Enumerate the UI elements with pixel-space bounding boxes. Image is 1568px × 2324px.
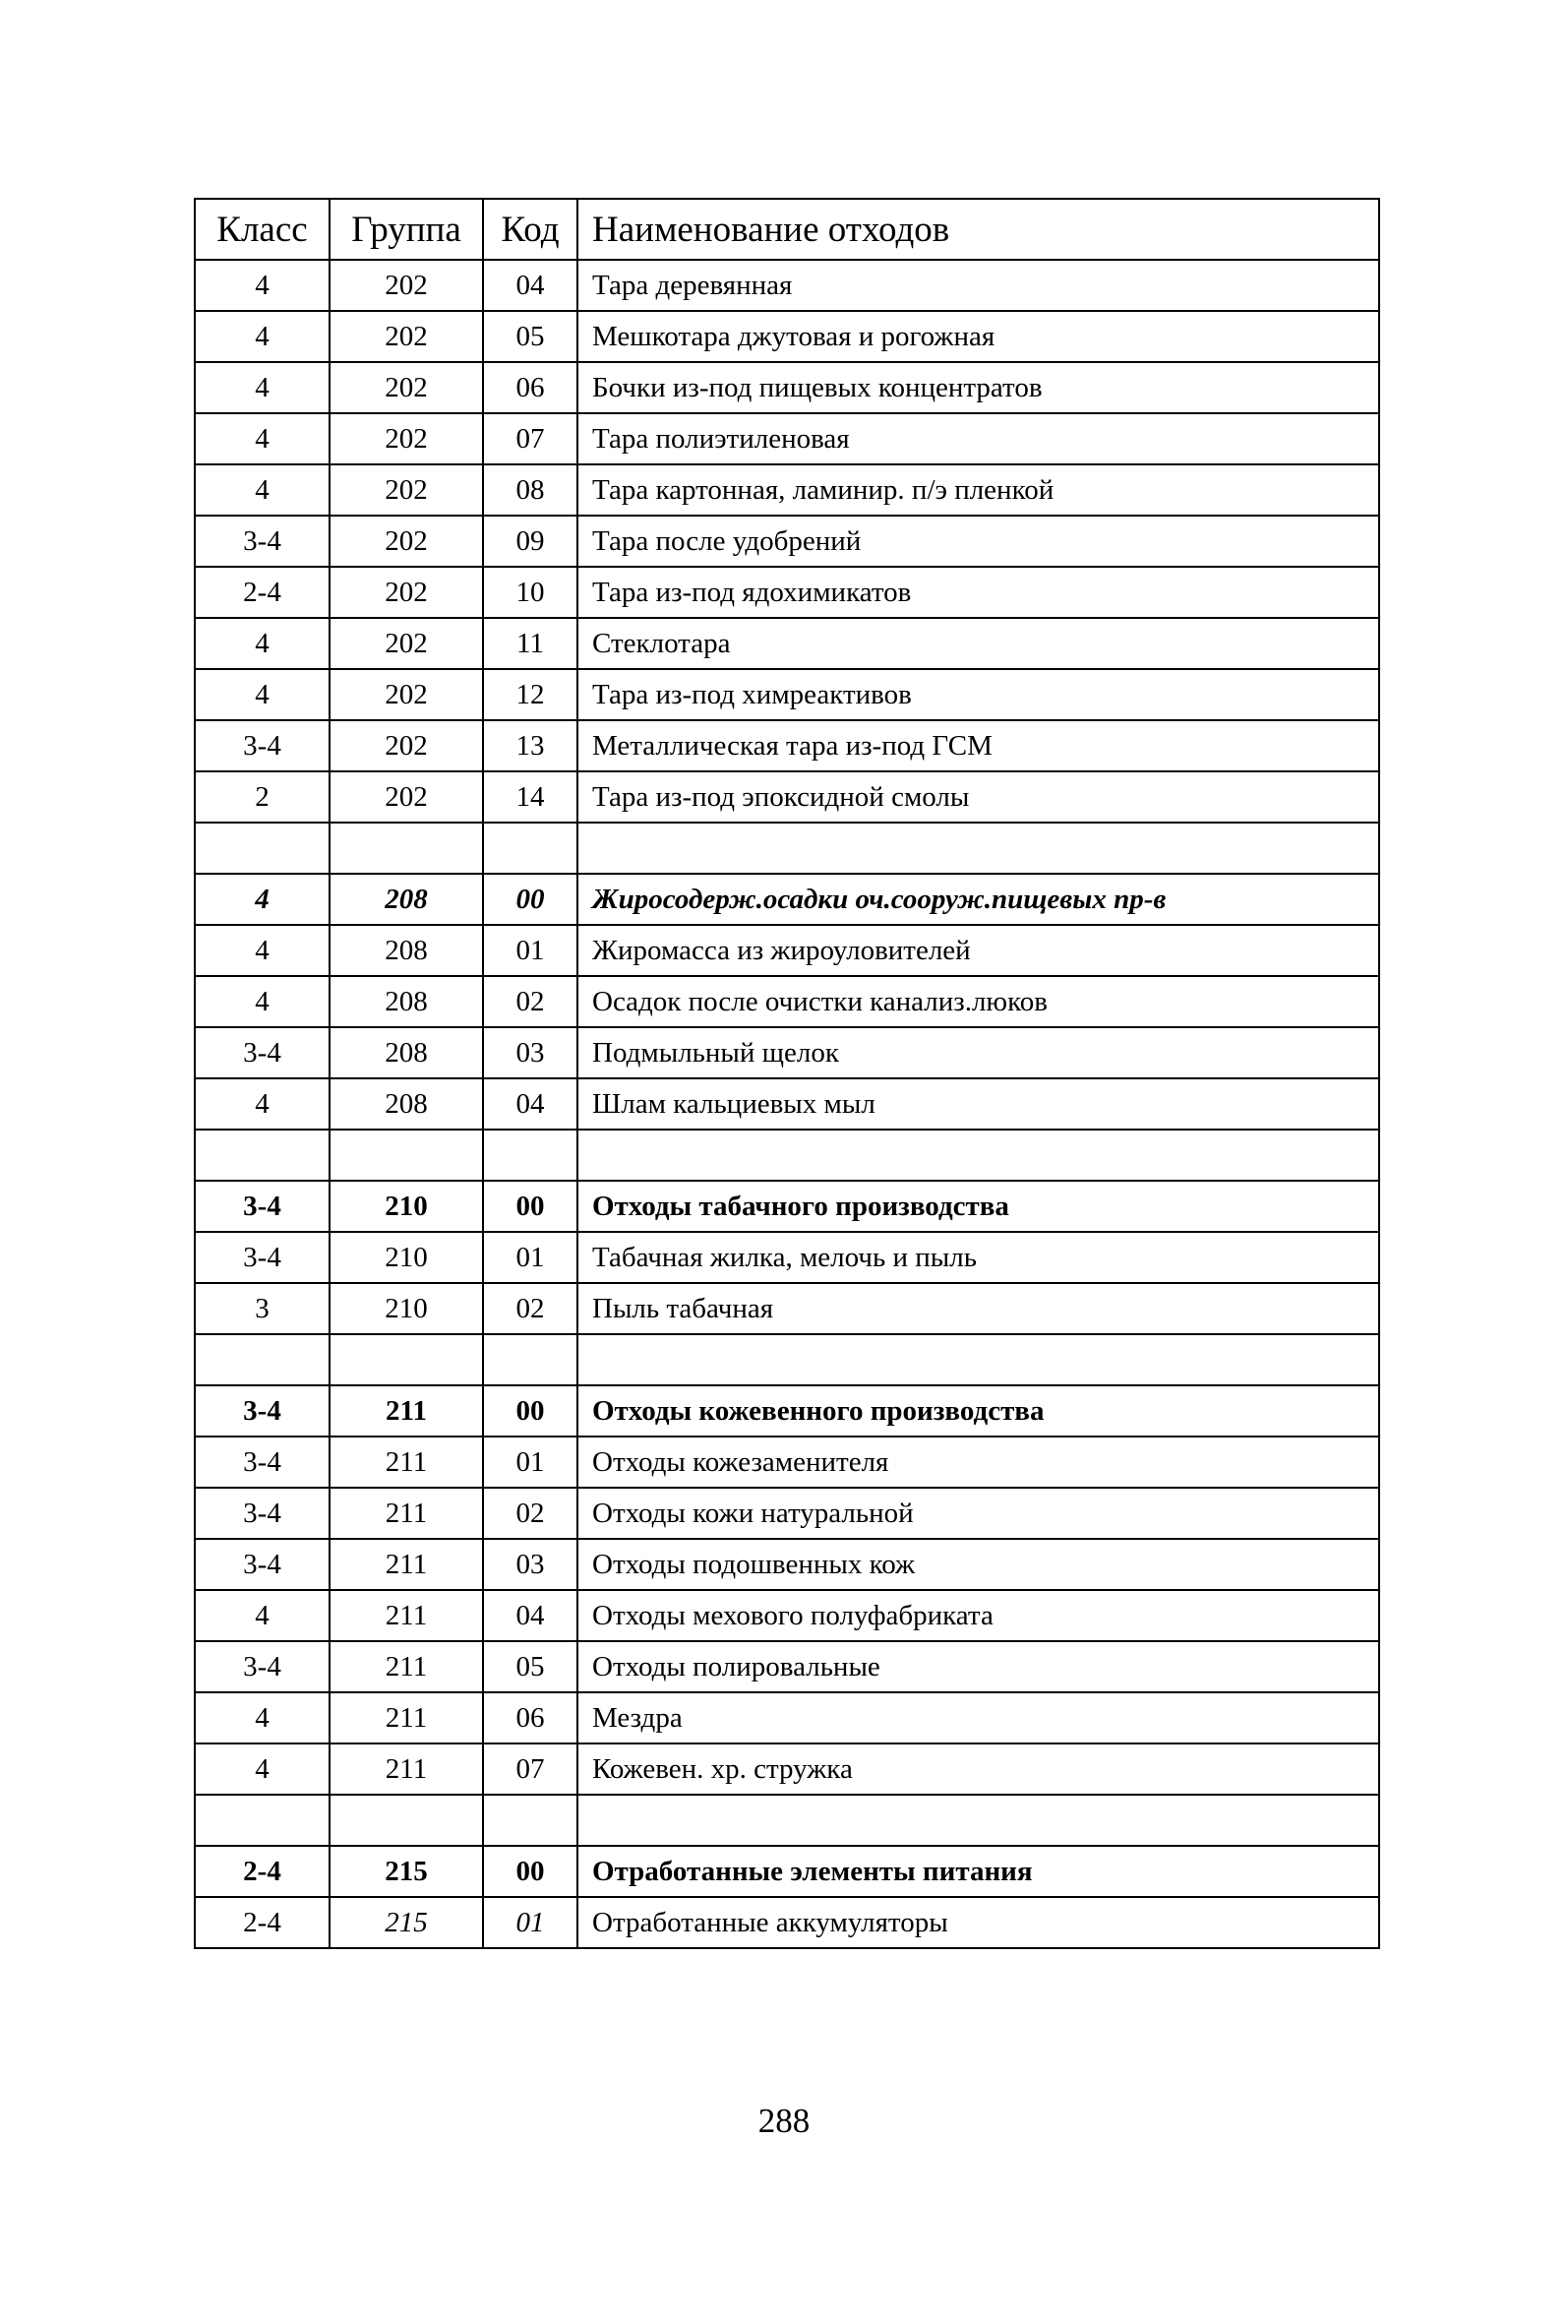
cell-name: Отходы мехового полуфабриката xyxy=(577,1590,1379,1641)
waste-classification-table xyxy=(194,198,1380,1949)
cell-code: 01 xyxy=(483,1232,577,1283)
cell-group xyxy=(330,1130,483,1181)
cell-name: Отработанные аккумуляторы xyxy=(577,1897,1379,1948)
cell-class: 3-4 xyxy=(195,516,330,567)
cell-name xyxy=(577,1130,1379,1181)
cell-name: Отходы полировальные xyxy=(577,1641,1379,1692)
cell-group: 211 xyxy=(330,1488,483,1539)
waste-classification-table-container xyxy=(194,198,1378,1949)
cell-class: 4 xyxy=(195,464,330,516)
cell-name: Тара после удобрений xyxy=(577,516,1379,567)
cell-class: 2-4 xyxy=(195,567,330,618)
cell-group xyxy=(330,1795,483,1846)
cell-name xyxy=(577,1795,1379,1846)
cell-name: Жиросодерж.осадки оч.сооруж.пищевых пр-в xyxy=(577,874,1379,925)
page-number: 288 xyxy=(757,2102,811,2140)
cell-code: 12 xyxy=(483,669,577,720)
cell-code: 06 xyxy=(483,1692,577,1743)
cell-code: 01 xyxy=(483,1437,577,1488)
cell-name: Осадок после очистки канализ.люков xyxy=(577,976,1379,1027)
cell-class: 4 xyxy=(195,413,330,464)
table-row xyxy=(195,1130,1379,1181)
cell-class: 3-4 xyxy=(195,720,330,771)
cell-class: 4 xyxy=(195,311,330,362)
cell-class: 3-4 xyxy=(195,1027,330,1078)
cell-name: Мешкотара джутовая и рогожная xyxy=(577,311,1379,362)
cell-name: Табачная жилка, мелочь и пыль xyxy=(577,1232,1379,1283)
table-header-row xyxy=(195,199,1379,260)
cell-group: 202 xyxy=(330,771,483,823)
cell-name: Отходы табачного производства xyxy=(577,1181,1379,1232)
cell-group: 202 xyxy=(330,464,483,516)
cell-group: 215 xyxy=(330,1846,483,1897)
cell-name: Отходы кожевенного производства xyxy=(577,1385,1379,1437)
header-group: Группа xyxy=(330,199,483,260)
cell-class: 4 xyxy=(195,1078,330,1130)
cell-group: 215 xyxy=(330,1897,483,1948)
cell-class: 2 xyxy=(195,771,330,823)
table-row xyxy=(195,516,1379,567)
cell-name: Тара картонная, ламинир. п/э пленкой xyxy=(577,464,1379,516)
cell-code: 03 xyxy=(483,1539,577,1590)
cell-group: 202 xyxy=(330,567,483,618)
cell-class: 3-4 xyxy=(195,1539,330,1590)
cell-group: 211 xyxy=(330,1437,483,1488)
cell-code xyxy=(483,1795,577,1846)
header-name: Наименование отходов xyxy=(577,199,1379,260)
cell-name: Отходы кожи натуральной xyxy=(577,1488,1379,1539)
cell-class: 4 xyxy=(195,1692,330,1743)
cell-group: 208 xyxy=(330,1027,483,1078)
cell-group: 211 xyxy=(330,1692,483,1743)
table-body xyxy=(195,260,1379,1948)
cell-group: 202 xyxy=(330,362,483,413)
cell-group: 210 xyxy=(330,1181,483,1232)
cell-code: 03 xyxy=(483,1027,577,1078)
table-row xyxy=(195,1181,1379,1232)
cell-code: 00 xyxy=(483,1846,577,1897)
table-row xyxy=(195,1641,1379,1692)
cell-group: 208 xyxy=(330,976,483,1027)
cell-code: 04 xyxy=(483,1078,577,1130)
table-row xyxy=(195,1232,1379,1283)
cell-code: 06 xyxy=(483,362,577,413)
cell-group: 208 xyxy=(330,925,483,976)
cell-group: 210 xyxy=(330,1283,483,1334)
cell-class xyxy=(195,823,330,874)
cell-name: Тара из-под ядохимикатов xyxy=(577,567,1379,618)
cell-group: 202 xyxy=(330,720,483,771)
table-row xyxy=(195,669,1379,720)
cell-class: 2-4 xyxy=(195,1897,330,1948)
cell-code: 05 xyxy=(483,1641,577,1692)
header-class: Класс xyxy=(195,199,330,260)
cell-name: Тара полиэтиленовая xyxy=(577,413,1379,464)
table-row xyxy=(195,413,1379,464)
table-row xyxy=(195,362,1379,413)
cell-name xyxy=(577,1334,1379,1385)
table-row xyxy=(195,260,1379,311)
cell-class: 2-4 xyxy=(195,1846,330,1897)
cell-group: 211 xyxy=(330,1743,483,1795)
cell-name: Мездра xyxy=(577,1692,1379,1743)
cell-code: 00 xyxy=(483,1181,577,1232)
table-row xyxy=(195,464,1379,516)
cell-group: 202 xyxy=(330,516,483,567)
cell-class: 3 xyxy=(195,1283,330,1334)
cell-code xyxy=(483,1130,577,1181)
cell-class: 4 xyxy=(195,1590,330,1641)
table-row xyxy=(195,567,1379,618)
cell-name: Отходы подошвенных кож xyxy=(577,1539,1379,1590)
cell-group xyxy=(330,1334,483,1385)
cell-group: 202 xyxy=(330,618,483,669)
cell-code: 00 xyxy=(483,874,577,925)
cell-name: Тара из-под эпоксидной смолы xyxy=(577,771,1379,823)
table-row xyxy=(195,1385,1379,1437)
table-row xyxy=(195,1078,1379,1130)
cell-code: 11 xyxy=(483,618,577,669)
table-row xyxy=(195,925,1379,976)
cell-name: Отходы кожезаменителя xyxy=(577,1437,1379,1488)
cell-code: 08 xyxy=(483,464,577,516)
cell-group: 211 xyxy=(330,1539,483,1590)
cell-code: 07 xyxy=(483,413,577,464)
table-row xyxy=(195,1743,1379,1795)
table-row xyxy=(195,1283,1379,1334)
cell-name: Пыль табачная xyxy=(577,1283,1379,1334)
cell-code: 13 xyxy=(483,720,577,771)
cell-name: Жиромасса из жироуловителей xyxy=(577,925,1379,976)
cell-class xyxy=(195,1130,330,1181)
cell-class: 3-4 xyxy=(195,1488,330,1539)
table-row xyxy=(195,1692,1379,1743)
table-row xyxy=(195,1027,1379,1078)
cell-name: Стеклотара xyxy=(577,618,1379,669)
cell-group: 208 xyxy=(330,874,483,925)
cell-name: Шлам кальциевых мыл xyxy=(577,1078,1379,1130)
cell-code: 04 xyxy=(483,260,577,311)
cell-class: 4 xyxy=(195,669,330,720)
table-row xyxy=(195,1846,1379,1897)
cell-group: 211 xyxy=(330,1590,483,1641)
header-code: Код xyxy=(483,199,577,260)
cell-code: 00 xyxy=(483,1385,577,1437)
cell-class: 3-4 xyxy=(195,1181,330,1232)
cell-class xyxy=(195,1795,330,1846)
cell-class xyxy=(195,1334,330,1385)
table-row xyxy=(195,976,1379,1027)
cell-group xyxy=(330,823,483,874)
cell-group: 211 xyxy=(330,1385,483,1437)
cell-name: Кожевен. хр. стружка xyxy=(577,1743,1379,1795)
cell-class: 4 xyxy=(195,874,330,925)
cell-code: 10 xyxy=(483,567,577,618)
cell-class: 4 xyxy=(195,976,330,1027)
table-row xyxy=(195,1795,1379,1846)
table-row xyxy=(195,874,1379,925)
cell-code: 05 xyxy=(483,311,577,362)
cell-name: Подмыльный щелок xyxy=(577,1027,1379,1078)
cell-name: Отработанные элементы питания xyxy=(577,1846,1379,1897)
cell-name: Бочки из-под пищевых концентратов xyxy=(577,362,1379,413)
cell-group: 208 xyxy=(330,1078,483,1130)
table-row xyxy=(195,1539,1379,1590)
cell-group: 211 xyxy=(330,1641,483,1692)
cell-class: 4 xyxy=(195,925,330,976)
table-row xyxy=(195,1488,1379,1539)
table-row xyxy=(195,720,1379,771)
cell-class: 3-4 xyxy=(195,1437,330,1488)
cell-code xyxy=(483,1334,577,1385)
cell-code: 01 xyxy=(483,1897,577,1948)
cell-class: 4 xyxy=(195,618,330,669)
cell-class: 4 xyxy=(195,1743,330,1795)
cell-group: 202 xyxy=(330,260,483,311)
cell-group: 202 xyxy=(330,669,483,720)
table-row xyxy=(195,771,1379,823)
table-row xyxy=(195,1590,1379,1641)
cell-code: 14 xyxy=(483,771,577,823)
cell-class: 3-4 xyxy=(195,1641,330,1692)
cell-group: 210 xyxy=(330,1232,483,1283)
table-row xyxy=(195,1897,1379,1948)
cell-class: 4 xyxy=(195,260,330,311)
cell-code: 09 xyxy=(483,516,577,567)
table-row xyxy=(195,1334,1379,1385)
cell-code: 02 xyxy=(483,1283,577,1334)
cell-code: 07 xyxy=(483,1743,577,1795)
cell-class: 3-4 xyxy=(195,1232,330,1283)
cell-code xyxy=(483,823,577,874)
cell-code: 02 xyxy=(483,976,577,1027)
cell-name xyxy=(577,823,1379,874)
table-row xyxy=(195,311,1379,362)
cell-code: 02 xyxy=(483,1488,577,1539)
cell-group: 202 xyxy=(330,311,483,362)
cell-name: Тара деревянная xyxy=(577,260,1379,311)
cell-class: 4 xyxy=(195,362,330,413)
table-row xyxy=(195,618,1379,669)
table-row xyxy=(195,1437,1379,1488)
cell-code: 01 xyxy=(483,925,577,976)
cell-name: Тара из-под химреактивов xyxy=(577,669,1379,720)
cell-name: Металлическая тара из-под ГСМ xyxy=(577,720,1379,771)
cell-code: 04 xyxy=(483,1590,577,1641)
table-row xyxy=(195,823,1379,874)
cell-group: 202 xyxy=(330,413,483,464)
cell-class: 3-4 xyxy=(195,1385,330,1437)
